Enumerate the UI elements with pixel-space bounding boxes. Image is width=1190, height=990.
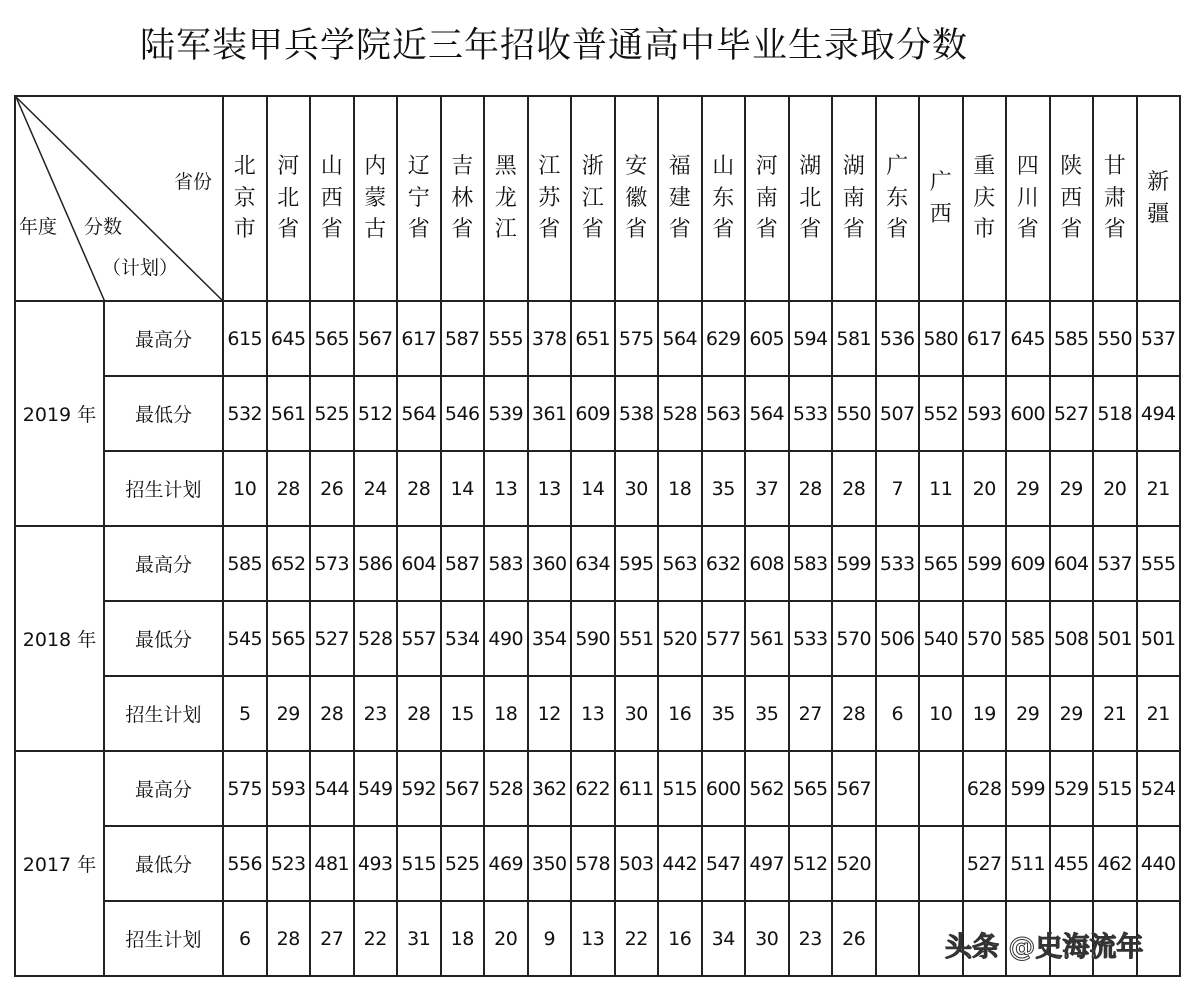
score-cell: 503 — [615, 826, 659, 901]
table-row — [15, 676, 1180, 751]
score-cell: 13 — [571, 676, 615, 751]
score-cell: 442 — [658, 826, 702, 901]
score-cell: 593 — [267, 751, 311, 826]
score-cell: 617 — [397, 301, 441, 376]
score-cell: 10 — [919, 676, 963, 751]
province-axis-label: 省份 — [174, 171, 213, 193]
score-cell: 587 — [441, 526, 485, 601]
row-label: 最高分 — [104, 751, 223, 826]
score-cell: 567 — [354, 301, 398, 376]
score-cell: 565 — [919, 526, 963, 601]
province-header — [354, 96, 398, 301]
province-name: 甘肃省 — [1103, 153, 1126, 243]
score-cell: 19 — [963, 676, 1007, 751]
score-cell: 617 — [963, 301, 1007, 376]
province-name: 湖北省 — [799, 153, 822, 243]
province-header — [832, 96, 876, 301]
score-axis-label: 分数 — [84, 216, 123, 238]
score-cell: 26 — [310, 451, 354, 526]
score-cell: 632 — [702, 526, 746, 601]
row-label: 最低分 — [104, 826, 223, 901]
score-cell: 469 — [484, 826, 528, 901]
score-cell: 24 — [354, 451, 398, 526]
score-cell: 507 — [876, 376, 920, 451]
score-cell: 555 — [484, 301, 528, 376]
province-name: 福建省 — [668, 153, 691, 243]
score-cell: 577 — [702, 601, 746, 676]
year-cell: 2017 年 — [15, 751, 104, 976]
score-cell: 7 — [876, 451, 920, 526]
score-cell: 360 — [528, 526, 572, 601]
score-cell: 562 — [745, 751, 789, 826]
province-header — [789, 96, 833, 301]
score-cell — [876, 751, 920, 826]
score-cell: 615 — [223, 301, 267, 376]
score-cell: 605 — [745, 301, 789, 376]
score-cell: 570 — [963, 601, 1007, 676]
score-cell: 30 — [615, 451, 659, 526]
score-cell: 585 — [1006, 601, 1050, 676]
table-row — [15, 526, 1180, 601]
province-header — [919, 96, 963, 301]
score-cell: 28 — [397, 676, 441, 751]
score-cell: 578 — [571, 826, 615, 901]
score-cell: 501 — [1093, 601, 1137, 676]
score-cell: 520 — [832, 826, 876, 901]
year-axis-label: 年度 — [19, 216, 58, 238]
province-header — [1137, 96, 1181, 301]
score-cell: 546 — [441, 376, 485, 451]
province-header — [267, 96, 311, 301]
score-cell: 527 — [1050, 376, 1094, 451]
score-cell: 575 — [223, 751, 267, 826]
score-cell: 23 — [789, 901, 833, 976]
score-cell: 645 — [1006, 301, 1050, 376]
score-cell: 609 — [1006, 526, 1050, 601]
table-row — [15, 601, 1180, 676]
score-cell: 570 — [832, 601, 876, 676]
score-cell: 18 — [484, 676, 528, 751]
score-cell: 585 — [1050, 301, 1094, 376]
score-cell: 15 — [441, 676, 485, 751]
watermark: 头条 @史海流年 — [945, 932, 1144, 963]
score-cell: 350 — [528, 826, 572, 901]
score-cell: 29 — [1050, 451, 1094, 526]
province-name: 重庆市 — [973, 153, 996, 243]
score-cell: 362 — [528, 751, 572, 826]
score-cell: 501 — [1137, 601, 1181, 676]
score-cell: 490 — [484, 601, 528, 676]
score-cell: 28 — [310, 676, 354, 751]
score-cell: 27 — [789, 676, 833, 751]
province-header — [876, 96, 920, 301]
score-cell: 587 — [441, 301, 485, 376]
province-header — [702, 96, 746, 301]
score-cell: 565 — [310, 301, 354, 376]
score-cell: 609 — [571, 376, 615, 451]
score-cell: 10 — [223, 451, 267, 526]
score-cell: 592 — [397, 751, 441, 826]
score-cell — [876, 901, 920, 976]
score-cell: 5 — [223, 676, 267, 751]
score-cell: 16 — [658, 901, 702, 976]
diagonal-header-cell — [15, 96, 223, 301]
score-cell: 528 — [658, 376, 702, 451]
score-cell: 6 — [223, 901, 267, 976]
province-header — [1006, 96, 1050, 301]
score-cell: 533 — [789, 376, 833, 451]
score-cell: 23 — [354, 676, 398, 751]
score-cell: 20 — [963, 451, 1007, 526]
province-name: 内蒙古 — [364, 153, 387, 243]
row-label: 最低分 — [104, 376, 223, 451]
score-cell: 561 — [267, 376, 311, 451]
score-cell: 13 — [484, 451, 528, 526]
score-cell: 556 — [223, 826, 267, 901]
province-header — [571, 96, 615, 301]
province-name: 河南省 — [755, 153, 778, 243]
score-cell: 628 — [963, 751, 1007, 826]
province-name: 新疆 — [1147, 169, 1170, 227]
province-header — [615, 96, 659, 301]
province-name: 辽宁省 — [407, 153, 430, 243]
score-cell: 30 — [745, 901, 789, 976]
score-cell: 481 — [310, 826, 354, 901]
score-cell: 493 — [354, 826, 398, 901]
score-cell: 31 — [397, 901, 441, 976]
row-label: 最高分 — [104, 301, 223, 376]
score-cell: 508 — [1050, 601, 1094, 676]
score-cell: 11 — [919, 451, 963, 526]
admission-score-table — [14, 95, 1181, 977]
score-cell: 18 — [658, 451, 702, 526]
score-cell: 21 — [1093, 676, 1137, 751]
score-cell: 515 — [397, 826, 441, 901]
score-cell: 520 — [658, 601, 702, 676]
score-cell: 27 — [310, 901, 354, 976]
score-cell: 35 — [702, 451, 746, 526]
province-name: 浙江省 — [581, 153, 604, 243]
score-cell: 608 — [745, 526, 789, 601]
score-cell — [919, 751, 963, 826]
province-name: 黑龙江 — [494, 153, 517, 243]
province-name: 陕西省 — [1060, 153, 1083, 243]
score-cell: 565 — [789, 751, 833, 826]
score-cell: 28 — [267, 451, 311, 526]
score-cell: 494 — [1137, 376, 1181, 451]
score-cell: 9 — [528, 901, 572, 976]
score-cell: 581 — [832, 301, 876, 376]
score-cell: 533 — [876, 526, 920, 601]
score-cell: 462 — [1093, 826, 1137, 901]
score-cell: 557 — [397, 601, 441, 676]
province-name: 安徽省 — [625, 153, 648, 243]
score-cell: 525 — [441, 826, 485, 901]
score-cell: 538 — [615, 376, 659, 451]
score-cell: 497 — [745, 826, 789, 901]
province-header — [963, 96, 1007, 301]
score-cell: 600 — [1006, 376, 1050, 451]
score-cell: 550 — [1093, 301, 1137, 376]
province-name: 山西省 — [320, 153, 343, 243]
province-name: 河北省 — [277, 153, 300, 243]
table-row — [15, 376, 1180, 451]
score-cell: 622 — [571, 751, 615, 826]
score-cell: 551 — [615, 601, 659, 676]
province-header — [1050, 96, 1094, 301]
score-cell: 28 — [832, 676, 876, 751]
score-cell: 13 — [528, 451, 572, 526]
score-cell: 580 — [919, 301, 963, 376]
score-cell: 20 — [484, 901, 528, 976]
score-cell: 524 — [1137, 751, 1181, 826]
score-cell: 536 — [876, 301, 920, 376]
province-header — [745, 96, 789, 301]
score-cell: 573 — [310, 526, 354, 601]
score-cell: 651 — [571, 301, 615, 376]
province-name: 广东省 — [886, 153, 909, 243]
score-cell: 28 — [267, 901, 311, 976]
score-cell: 611 — [615, 751, 659, 826]
row-label: 招生计划 — [104, 451, 223, 526]
score-cell: 529 — [1050, 751, 1094, 826]
year-cell: 2018 年 — [15, 526, 104, 751]
score-cell: 527 — [310, 601, 354, 676]
score-cell: 523 — [267, 826, 311, 901]
score-cell: 440 — [1137, 826, 1181, 901]
score-cell: 555 — [1137, 526, 1181, 601]
province-header — [441, 96, 485, 301]
score-cell: 518 — [1093, 376, 1137, 451]
score-cell: 549 — [354, 751, 398, 826]
score-cell: 29 — [1050, 676, 1094, 751]
province-name: 吉林省 — [451, 153, 474, 243]
province-header — [310, 96, 354, 301]
table-row — [15, 751, 1180, 826]
score-cell: 565 — [267, 601, 311, 676]
score-cell: 13 — [571, 901, 615, 976]
score-cell: 37 — [745, 451, 789, 526]
province-name: 北京市 — [233, 153, 256, 243]
row-label: 招生计划 — [104, 901, 223, 976]
score-cell: 652 — [267, 526, 311, 601]
score-cell — [876, 826, 920, 901]
row-label: 最低分 — [104, 601, 223, 676]
score-cell: 590 — [571, 601, 615, 676]
score-cell: 20 — [1093, 451, 1137, 526]
score-cell: 564 — [397, 376, 441, 451]
province-header — [484, 96, 528, 301]
province-name: 广西 — [929, 169, 952, 227]
score-cell: 594 — [789, 301, 833, 376]
score-cell: 515 — [658, 751, 702, 826]
score-cell: 26 — [832, 901, 876, 976]
score-cell: 511 — [1006, 826, 1050, 901]
score-cell: 547 — [702, 826, 746, 901]
score-cell: 512 — [354, 376, 398, 451]
score-cell: 599 — [832, 526, 876, 601]
year-cell: 2019 年 — [15, 301, 104, 526]
score-cell: 604 — [397, 526, 441, 601]
header-row — [15, 96, 1180, 301]
score-cell: 527 — [963, 826, 1007, 901]
score-cell: 534 — [441, 601, 485, 676]
score-cell: 585 — [223, 526, 267, 601]
score-cell: 537 — [1137, 301, 1181, 376]
score-cell: 545 — [223, 601, 267, 676]
score-cell: 35 — [702, 676, 746, 751]
score-cell: 378 — [528, 301, 572, 376]
score-cell: 564 — [745, 376, 789, 451]
score-cell: 563 — [702, 376, 746, 451]
score-cell: 528 — [484, 751, 528, 826]
score-cell: 629 — [702, 301, 746, 376]
score-cell: 539 — [484, 376, 528, 451]
score-cell — [919, 826, 963, 901]
score-cell: 6 — [876, 676, 920, 751]
score-cell: 22 — [354, 901, 398, 976]
score-cell: 586 — [354, 526, 398, 601]
score-cell: 30 — [615, 676, 659, 751]
score-cell: 525 — [310, 376, 354, 451]
score-cell: 593 — [963, 376, 1007, 451]
score-cell: 552 — [919, 376, 963, 451]
score-cell: 354 — [528, 601, 572, 676]
score-cell: 29 — [1006, 676, 1050, 751]
score-cell: 567 — [832, 751, 876, 826]
score-cell: 604 — [1050, 526, 1094, 601]
score-cell: 35 — [745, 676, 789, 751]
province-name: 山东省 — [712, 153, 735, 243]
score-cell: 564 — [658, 301, 702, 376]
score-cell: 561 — [745, 601, 789, 676]
province-name: 四川省 — [1016, 153, 1039, 243]
score-cell: 14 — [571, 451, 615, 526]
score-cell: 21 — [1137, 451, 1181, 526]
score-cell: 28 — [397, 451, 441, 526]
score-cell: 599 — [963, 526, 1007, 601]
score-cell: 18 — [441, 901, 485, 976]
score-cell: 537 — [1093, 526, 1137, 601]
score-cell: 533 — [789, 601, 833, 676]
score-cell: 583 — [789, 526, 833, 601]
score-cell: 595 — [615, 526, 659, 601]
province-header — [1093, 96, 1137, 301]
score-cell: 634 — [571, 526, 615, 601]
score-cell: 455 — [1050, 826, 1094, 901]
score-cell: 645 — [267, 301, 311, 376]
row-label: 最高分 — [104, 526, 223, 601]
province-header — [397, 96, 441, 301]
score-cell: 528 — [354, 601, 398, 676]
table-row — [15, 301, 1180, 376]
province-header — [658, 96, 702, 301]
score-cell: 29 — [1006, 451, 1050, 526]
score-cell: 540 — [919, 601, 963, 676]
score-cell: 21 — [1137, 676, 1181, 751]
score-cell: 16 — [658, 676, 702, 751]
score-cell: 512 — [789, 826, 833, 901]
score-cell: 532 — [223, 376, 267, 451]
score-cell: 14 — [441, 451, 485, 526]
score-cell: 29 — [267, 676, 311, 751]
score-cell: 28 — [789, 451, 833, 526]
score-cell: 34 — [702, 901, 746, 976]
plan-axis-label: （计划） — [102, 257, 179, 279]
score-cell: 506 — [876, 601, 920, 676]
score-cell: 550 — [832, 376, 876, 451]
province-header — [528, 96, 572, 301]
score-cell: 544 — [310, 751, 354, 826]
score-cell: 515 — [1093, 751, 1137, 826]
province-header — [223, 96, 267, 301]
score-cell: 22 — [615, 901, 659, 976]
row-label: 招生计划 — [104, 676, 223, 751]
score-cell: 563 — [658, 526, 702, 601]
score-cell: 361 — [528, 376, 572, 451]
table-row — [15, 451, 1180, 526]
score-cell: 600 — [702, 751, 746, 826]
score-cell: 28 — [832, 451, 876, 526]
score-cell: 12 — [528, 676, 572, 751]
score-cell: 599 — [1006, 751, 1050, 826]
score-cell: 575 — [615, 301, 659, 376]
score-cell: 567 — [441, 751, 485, 826]
page-title: 陆军装甲兵学院近三年招收普通高中毕业生录取分数 — [140, 26, 969, 66]
score-cell: 583 — [484, 526, 528, 601]
province-name: 江苏省 — [538, 153, 561, 243]
table-row — [15, 826, 1180, 901]
province-name: 湖南省 — [842, 153, 865, 243]
